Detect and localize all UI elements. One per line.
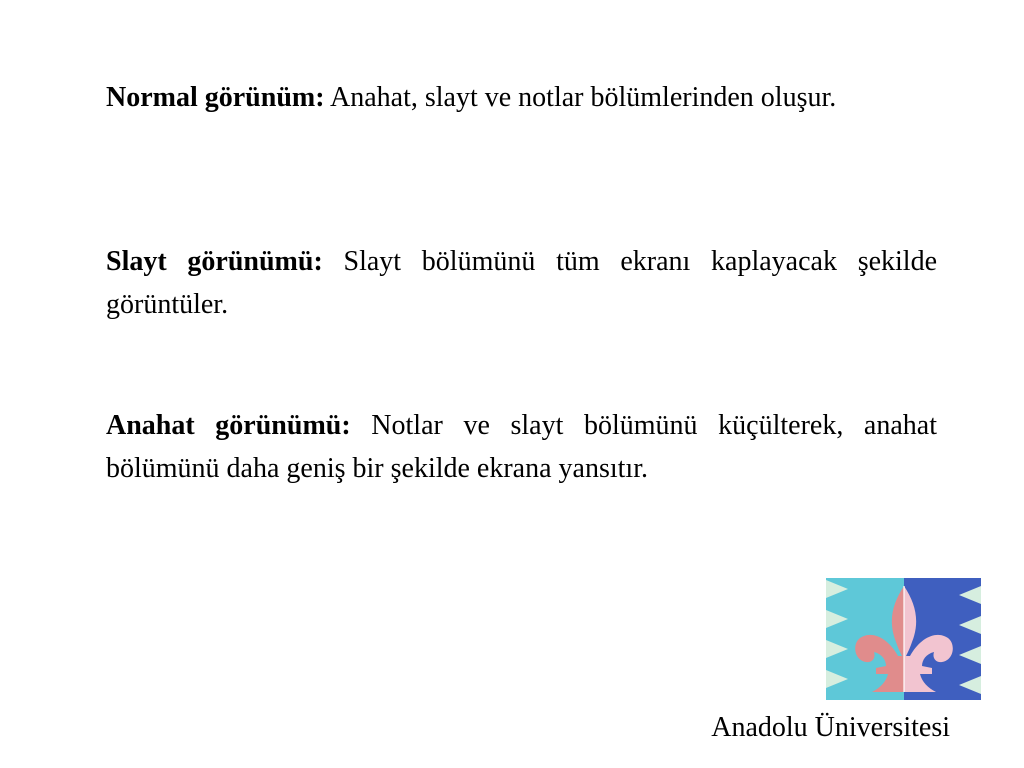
slide-view-paragraph [106, 240, 937, 326]
normal-view-description: Anahat, slayt ve notlar bölümlerinden oluşur. [330, 82, 837, 113]
fleur-de-lis-logo-icon [826, 578, 981, 700]
university-footer: Anadolu Üniversitesi [711, 712, 950, 743]
slide-view-term: Slayt görünümü: [106, 246, 323, 277]
outline-view-term: Anahat görünümü: [106, 410, 351, 441]
slide-view-description: Slayt bölümünü tüm ekranı kaplayacak şekilde görüntüler. [106, 246, 938, 320]
normal-view-term: Normal görünüm: [106, 82, 325, 113]
outline-view-paragraph [106, 404, 937, 490]
normal-view-paragraph [106, 76, 937, 119]
logo-center-line [903, 586, 905, 692]
outline-view-description: Notlar ve slayt bölümünü küçülterek, anahat bölümünü daha geniş bir şekilde ekrana yansıtır. [106, 410, 937, 484]
